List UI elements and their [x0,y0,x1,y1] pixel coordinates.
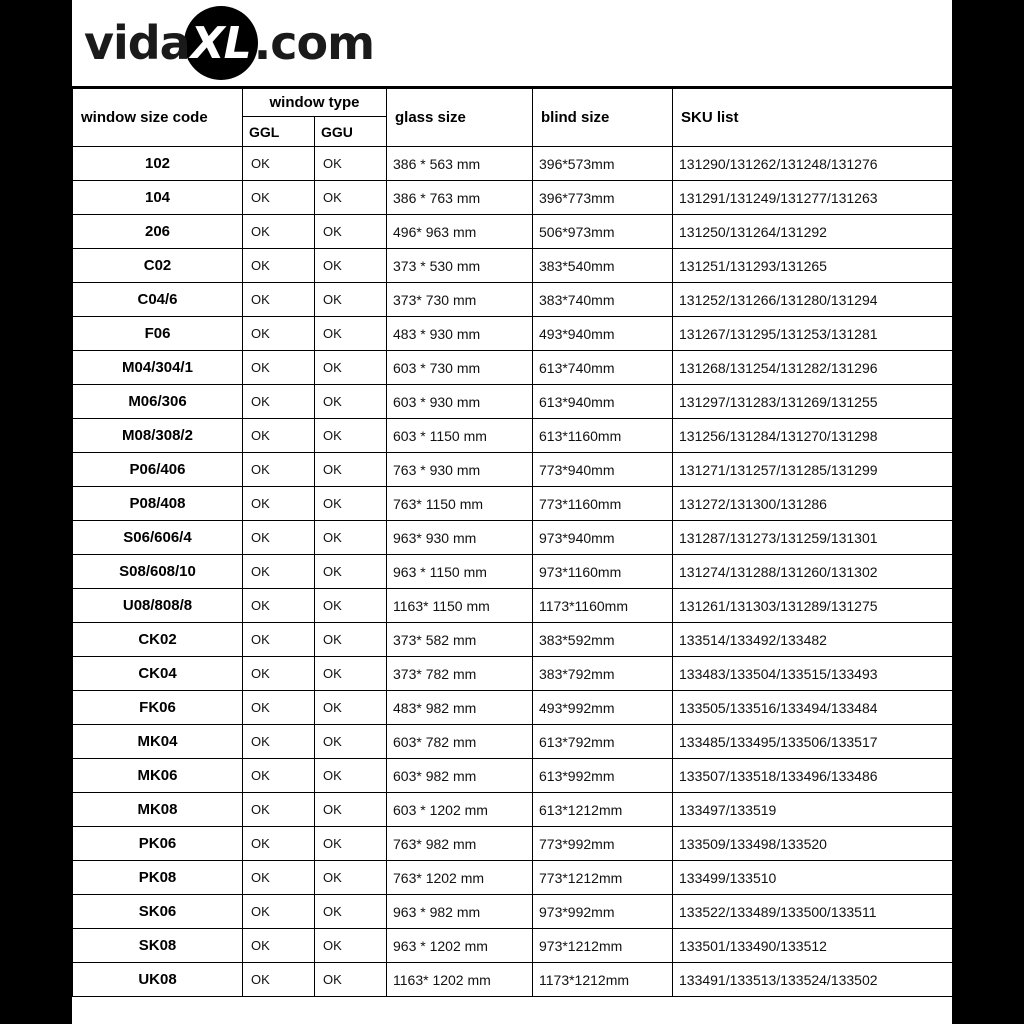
window-size-table [72,88,952,997]
document-page [72,0,952,1024]
cell-glass-size: 763* 1150 mm [387,487,533,521]
table-row [73,827,953,861]
cell-sku-list: 133509/133498/133520 [673,827,953,861]
cell-ggu: OK [315,555,387,589]
cell-sku-list: 133497/133519 [673,793,953,827]
cell-sku-list: 131250/131264/131292 [673,215,953,249]
cell-window-size-code: CK04 [73,657,243,691]
cell-ggl: OK [243,691,315,725]
cell-sku-list: 133499/133510 [673,861,953,895]
header-window-type: window type [243,89,387,117]
cell-ggu: OK [315,929,387,963]
cell-glass-size: 373* 782 mm [387,657,533,691]
cell-blind-size: 613*940mm [533,385,673,419]
header-sku-list: SKU list [673,89,953,147]
cell-ggl: OK [243,725,315,759]
cell-glass-size: 963 * 982 mm [387,895,533,929]
cell-ggu: OK [315,181,387,215]
cell-sku-list: 133522/133489/133500/133511 [673,895,953,929]
cell-ggl: OK [243,895,315,929]
cell-blind-size: 973*940mm [533,521,673,555]
cell-ggl: OK [243,827,315,861]
cell-glass-size: 763* 1202 mm [387,861,533,895]
cell-sku-list: 131256/131284/131270/131298 [673,419,953,453]
cell-window-size-code: M04/304/1 [73,351,243,385]
cell-window-size-code: S06/606/4 [73,521,243,555]
cell-ggl: OK [243,487,315,521]
cell-window-size-code: CK02 [73,623,243,657]
cell-blind-size: 493*940mm [533,317,673,351]
vidaxl-logo [84,6,374,80]
cell-window-size-code: PK08 [73,861,243,895]
table-row [73,419,953,453]
table-row [73,963,953,997]
cell-ggl: OK [243,521,315,555]
cell-sku-list: 131297/131283/131269/131255 [673,385,953,419]
cell-sku-list: 131268/131254/131282/131296 [673,351,953,385]
cell-window-size-code: C02 [73,249,243,283]
cell-glass-size: 483* 982 mm [387,691,533,725]
cell-ggl: OK [243,623,315,657]
table-row [73,181,953,215]
cell-window-size-code: FK06 [73,691,243,725]
cell-ggl: OK [243,759,315,793]
table-row [73,385,953,419]
table-row [73,725,953,759]
cell-ggu: OK [315,657,387,691]
cell-sku-list: 133483/133504/133515/133493 [673,657,953,691]
cell-ggu: OK [315,521,387,555]
cell-window-size-code: 102 [73,147,243,181]
cell-glass-size: 386 * 763 mm [387,181,533,215]
cell-sku-list: 133501/133490/133512 [673,929,953,963]
cell-glass-size: 603 * 1150 mm [387,419,533,453]
cell-blind-size: 383*740mm [533,283,673,317]
cell-blind-size: 773*940mm [533,453,673,487]
table-row [73,929,953,963]
cell-window-size-code: M08/308/2 [73,419,243,453]
table-row [73,691,953,725]
cell-ggl: OK [243,215,315,249]
cell-window-size-code: F06 [73,317,243,351]
cell-ggu: OK [315,963,387,997]
cell-sku-list: 131287/131273/131259/131301 [673,521,953,555]
cell-window-size-code: UK08 [73,963,243,997]
header-ggu: GGU [315,117,387,147]
cell-ggl: OK [243,861,315,895]
cell-ggu: OK [315,487,387,521]
cell-ggu: OK [315,759,387,793]
cell-glass-size: 483 * 930 mm [387,317,533,351]
cell-sku-list: 131290/131262/131248/131276 [673,147,953,181]
cell-blind-size: 396*573mm [533,147,673,181]
cell-window-size-code: SK06 [73,895,243,929]
cell-blind-size: 383*592mm [533,623,673,657]
header-window-size-code: window size code [73,89,243,147]
cell-ggl: OK [243,317,315,351]
cell-blind-size: 613*792mm [533,725,673,759]
table-row [73,759,953,793]
cell-ggu: OK [315,419,387,453]
cell-window-size-code: 104 [73,181,243,215]
cell-sku-list: 131271/131257/131285/131299 [673,453,953,487]
cell-sku-list: 133514/133492/133482 [673,623,953,657]
cell-blind-size: 973*992mm [533,895,673,929]
cell-window-size-code: C04/6 [73,283,243,317]
table-row [73,555,953,589]
table-row [73,487,953,521]
cell-window-size-code: P08/408 [73,487,243,521]
header-ggl: GGL [243,117,315,147]
cell-glass-size: 373 * 530 mm [387,249,533,283]
table-header-row-1 [73,89,953,117]
cell-blind-size: 396*773mm [533,181,673,215]
cell-window-size-code: MK04 [73,725,243,759]
cell-glass-size: 603 * 930 mm [387,385,533,419]
cell-ggu: OK [315,351,387,385]
table-row [73,521,953,555]
cell-ggl: OK [243,181,315,215]
cell-glass-size: 763 * 930 mm [387,453,533,487]
cell-glass-size: 763* 982 mm [387,827,533,861]
cell-ggu: OK [315,215,387,249]
logo-text-xl: XL [190,17,251,69]
cell-ggu: OK [315,793,387,827]
cell-sku-list: 131291/131249/131277/131263 [673,181,953,215]
cell-ggl: OK [243,793,315,827]
cell-sku-list: 131252/131266/131280/131294 [673,283,953,317]
cell-ggl: OK [243,929,315,963]
cell-glass-size: 963* 930 mm [387,521,533,555]
cell-blind-size: 973*1160mm [533,555,673,589]
cell-ggl: OK [243,283,315,317]
table-row [73,317,953,351]
cell-glass-size: 373* 582 mm [387,623,533,657]
cell-sku-list: 131261/131303/131289/131275 [673,589,953,623]
cell-glass-size: 496* 963 mm [387,215,533,249]
table-row [73,215,953,249]
cell-sku-list: 133491/133513/133524/133502 [673,963,953,997]
cell-ggu: OK [315,623,387,657]
cell-sku-list: 131251/131293/131265 [673,249,953,283]
cell-blind-size: 383*792mm [533,657,673,691]
cell-window-size-code: U08/808/8 [73,589,243,623]
cell-glass-size: 1163* 1150 mm [387,589,533,623]
cell-window-size-code: M06/306 [73,385,243,419]
cell-window-size-code: MK06 [73,759,243,793]
table-row [73,147,953,181]
cell-blind-size: 613*1160mm [533,419,673,453]
cell-ggl: OK [243,249,315,283]
cell-sku-list: 133507/133518/133496/133486 [673,759,953,793]
cell-window-size-code: PK06 [73,827,243,861]
cell-ggl: OK [243,385,315,419]
cell-window-size-code: MK08 [73,793,243,827]
cell-glass-size: 603* 982 mm [387,759,533,793]
cell-window-size-code: 206 [73,215,243,249]
cell-ggu: OK [315,827,387,861]
cell-blind-size: 1173*1212mm [533,963,673,997]
cell-blind-size: 773*992mm [533,827,673,861]
cell-glass-size: 963 * 1150 mm [387,555,533,589]
cell-ggu: OK [315,895,387,929]
cell-sku-list: 133485/133495/133506/133517 [673,725,953,759]
cell-ggl: OK [243,147,315,181]
cell-glass-size: 603 * 1202 mm [387,793,533,827]
cell-blind-size: 493*992mm [533,691,673,725]
cell-ggu: OK [315,691,387,725]
cell-ggu: OK [315,453,387,487]
table-row [73,623,953,657]
cell-glass-size: 603 * 730 mm [387,351,533,385]
cell-ggl: OK [243,351,315,385]
table-row [73,453,953,487]
cell-glass-size: 373* 730 mm [387,283,533,317]
cell-ggu: OK [315,861,387,895]
logo-text-vida: vida [84,16,190,70]
cell-glass-size: 603* 782 mm [387,725,533,759]
cell-ggl: OK [243,963,315,997]
cell-blind-size: 613*740mm [533,351,673,385]
cell-blind-size: 506*973mm [533,215,673,249]
cell-blind-size: 383*540mm [533,249,673,283]
cell-blind-size: 773*1212mm [533,861,673,895]
cell-ggu: OK [315,147,387,181]
cell-window-size-code: S08/608/10 [73,555,243,589]
header-blind-size: blind size [533,89,673,147]
table-row [73,657,953,691]
table-body [73,147,953,997]
cell-sku-list: 131274/131288/131260/131302 [673,555,953,589]
table-row [73,589,953,623]
cell-ggl: OK [243,589,315,623]
cell-ggu: OK [315,589,387,623]
table-row [73,793,953,827]
cell-sku-list: 133505/133516/133494/133484 [673,691,953,725]
cell-sku-list: 131272/131300/131286 [673,487,953,521]
table-row [73,283,953,317]
cell-glass-size: 386 * 563 mm [387,147,533,181]
cell-glass-size: 963 * 1202 mm [387,929,533,963]
cell-ggu: OK [315,317,387,351]
cell-glass-size: 1163* 1202 mm [387,963,533,997]
table-row [73,861,953,895]
table-row [73,351,953,385]
cell-sku-list: 131267/131295/131253/131281 [673,317,953,351]
cell-ggu: OK [315,283,387,317]
table-row [73,249,953,283]
logo-text-dotcom: .com [253,16,375,70]
cell-ggl: OK [243,419,315,453]
cell-blind-size: 613*1212mm [533,793,673,827]
cell-ggu: OK [315,725,387,759]
cell-ggl: OK [243,555,315,589]
cell-ggl: OK [243,453,315,487]
cell-window-size-code: SK08 [73,929,243,963]
cell-blind-size: 773*1160mm [533,487,673,521]
table-row [73,895,953,929]
header-glass-size: glass size [387,89,533,147]
cell-blind-size: 973*1212mm [533,929,673,963]
cell-blind-size: 1173*1160mm [533,589,673,623]
logo-badge [184,6,258,80]
cell-ggl: OK [243,657,315,691]
cell-blind-size: 613*992mm [533,759,673,793]
brand-header [72,0,952,88]
cell-ggu: OK [315,249,387,283]
cell-ggu: OK [315,385,387,419]
cell-window-size-code: P06/406 [73,453,243,487]
